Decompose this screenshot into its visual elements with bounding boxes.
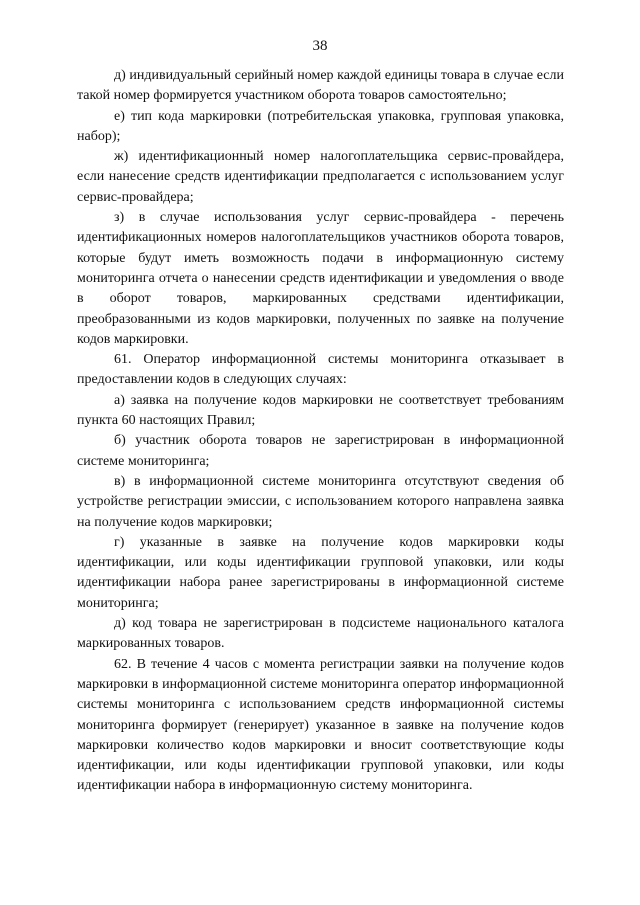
document-body	[77, 66, 564, 797]
list-item-b-unregistered-participant: б) участник оборота товаров не зарегистрирован в информационной системе мониторинга;	[77, 433, 564, 469]
page-number: 38	[312, 38, 328, 54]
list-item-v-no-device-info: в) в информационной системе мониторинга отсутствуют сведения об устройстве регистрации эмиссии, с использованием которого направлена заявка на получение кодов маркировки;	[77, 473, 564, 530]
list-item-d-product-code-unregistered: д) код товара не зарегистрирован в подсистеме национального каталога маркированных товаров.	[77, 616, 564, 652]
clause-61-heading: 61. Оператор информационной системы мониторинга отказывает в предоставлении кодов в следующих случаях:	[77, 352, 564, 388]
list-item-a-noncompliant-request: а) заявка на получение кодов маркировки не соответствует требованиям пункта 60 настоящих Правил;	[77, 392, 564, 429]
list-item-e-marking-code-type: е) тип кода маркировки (потребительская упаковка, групповая упаковка, набор);	[77, 108, 564, 144]
list-item-z-participant-tax-ids: з) в случае использования услуг сервис-провайдера - перечень идентификационных номеров налогоплательщиков участников оборота товаров, которые будут иметь возможность подачи в информационную систему мониторинга отчета о нанесении средств идентификации и уведомления о вводе в оборот товаров, маркированных средствами идентификации, преобразованными из кодов маркировки, полученных по заявке на получение кодов маркировки.	[77, 210, 564, 347]
list-item-g-codes-already-registered: г) указанные в заявке на получение кодов маркировки коды идентификации, или коды идентификации групповой упаковки, или коды идентификации набора ранее зарегистрированы в информационной системе мониторинга;	[77, 534, 564, 611]
clause-62-code-generation: 62. В течение 4 часов с момента регистрации заявки на получение кодов маркировки в информационной системе мониторинга оператор информационной системы мониторинга с использованием средств информационной системы мониторинга формирует (генерирует) указанное в заявке на получение кодов маркировки количество кодов маркировки и вносит соответствующие коды идентификации, или коды идентификации групповой упаковки, или коды идентификации набора в информационную систему мониторинга.	[77, 656, 564, 794]
list-item-d-serial-number: д) индивидуальный серийный номер каждой единицы товара в случае если такой номер формируется участником оборота товаров самостоятельно;	[77, 68, 564, 104]
list-item-zh-provider-tax-id: ж) идентификационный номер налогоплательщика сервис-провайдера, если нанесение средств идентификации предполагается с использованием услуг сервис-провайдера;	[77, 149, 564, 205]
